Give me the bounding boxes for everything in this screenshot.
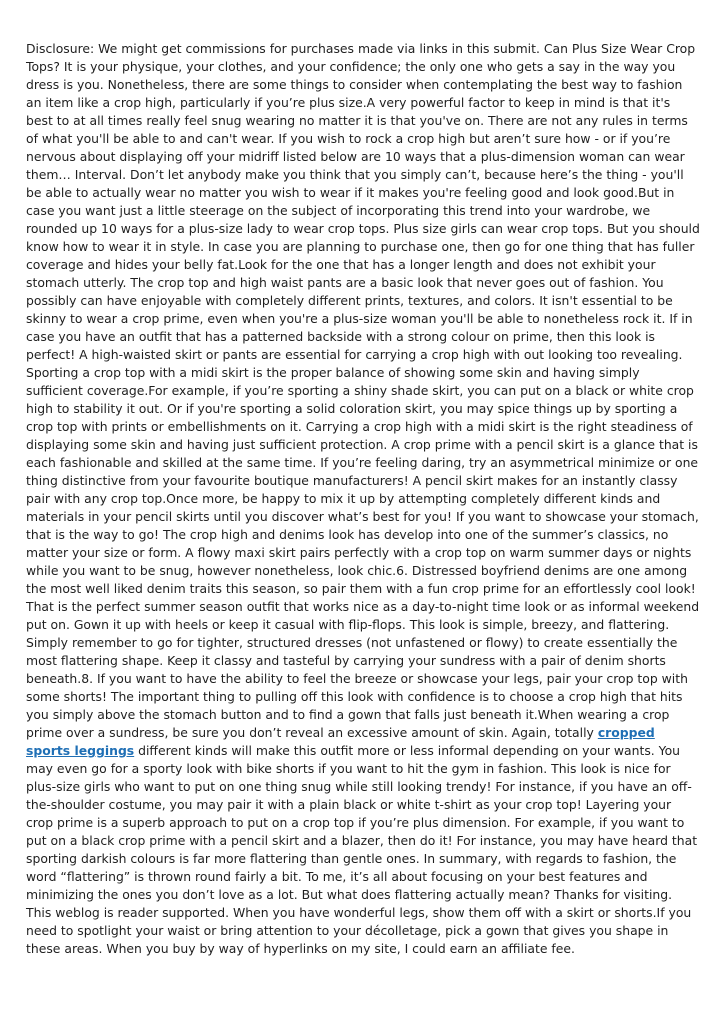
article-body [26,40,700,958]
cropped-sports-leggings-link[interactable]: cropped sports leggings [26,725,655,758]
article-text-before-link: Disclosure: We might get commissions for purchases made via links in this submit. Can Plus Size Wear Crop Tops? It is your physique, your clothes, and your confidence; the only one who gets a say in the way you dress is you. Nonetheless, there are some things to consider when contemplating the best way to fashion an item like a crop high, particularly if you’re plus size.A very powerful factor to keep in mind is that it's best to at all times really feel snug wearing no matter it is that you've on. There are not any rules in terms of what you'll be able to and can't wear. If you wish to rock a crop high but aren’t sure how - or if you’re nervous about displaying off your midriff listed below are 10 ways that a plus-dimension woman can wear them… Interval. Don’t let anybody make you think that you simply can’t, because here’s the thing - you'll be able to actually wear no matter you wish to wear if it makes you're feeling good and look good.But in case you want just a little steerage on the subject of incorporating this trend into your wardrobe, we rounded up 10 ways for a plus-size lady to wear crop tops. Plus size girls can wear crop tops. But you should know how to wear it in style. In case you are planning to purchase one, then go for one thing that has fuller coverage and hides your belly fat.Look for the one that has a longer length and does not exhibit your stomach utterly. The crop top and high waist pants are a basic look that never goes out of fashion. You possibly can have enjoyable with completely different prints, textures, and colors. It isn't essential to be skinny to wear a crop prime, even when you're a plus-size woman you'll be able to nonetheless rock it. If in case you have an outfit that has a patterned backside with a strong colour on prime, then this look is perfect! A high-waisted skirt or pants are essential for carrying a crop high with out looking too revealing. Sporting a crop top with a midi skirt is the proper balance of showing some skin and having simply sufficient coverage.For example, if you’re sporting a shiny shade skirt, you can put on a black or white crop high to stability it out. Or if you're sporting a solid coloration skirt, you may spice things up by sporting a crop top with prints or embellishments on it. Carrying a crop high with a midi skirt is the right steadiness of displaying some skin and having just sufficient protection. A crop prime with a pencil skirt is a glance that is each fashionable and skilled at the same time. If you’re feeling daring, try an asymmetrical minimize or one thing distinctive from your favourite boutique manufacturers! A pencil skirt makes for an instantly classy pair with any crop top.Once more, be happy to mix it up by attempting completely different kinds and materials in your pencil skirts until you discover what’s best for you! If you want to showcase your stomach, that is the way to go! The crop high and denims look has develop into one of the summer’s classics, no matter your size or form. A flowy maxi skirt pairs perfectly with a crop top on warm summer days or nights while you want to be snug, however nonetheless, look chic.6. Distressed boyfriend denims are one among the most well liked denim traits this season, so pair them with a fun crop prime for an effortlessly cool look! That is the perfect summer season outfit that works nice as a day-to-night time look or as informal weekend put on. Gown it up with heels or keep it casual with flip-flops. This look is simple, breezy, and flattering. Simply remember to go for tighter, structured dresses (not unfastened or flowy) to create essentially the most flattering shape. Keep it classy and tasteful by carrying your sundress with a pair of denim shorts beneath.8. If you want to have the ability to feel the breeze or showcase your legs, pair your crop top with some shorts! The important thing to pulling off this look with confidence is to choose a crop high that hits you simply above the stomach button and to find a gown that falls just beneath it.When wearing a crop prime over a sundress, be sure you don’t reveal an excessive amount of skin. Again, totally [26,41,700,740]
article-text-after-link: different kinds will make this outfit more or less informal depending on your wants. You may even go for a sporty look with bike shorts if you want to hit the gym in fashion. This look is nice for plus-size girls who want to put on one thing snug while still looking trendy! For instance, if you have an off-the-shoulder costume, you may pair it with a plain black or white t-shirt as your crop top! Layering your crop prime is a superb approach to put on a crop top if you’re plus dimension. For example, if you want to put on a black crop prime with a pencil skirt and a blazer, then do it! For instance, you may have heard that sporting darkish colours is far more flattering than gentle ones. In summary, with regards to fashion, the word “flattering” is thrown round fairly a bit. To me, it’s all about focusing on your best features and minimizing the ones you don’t love as a lot. But what does flattering actually mean? Thanks for visiting. This weblog is reader supported. When you have wonderful legs, show them off with a skirt or shorts.If you need to spotlight your waist or bring attention to your décolletage, pick a gown that gives you shape in these areas. When you buy by way of hyperlinks on my site, I could earn an affiliate fee. [26,743,698,956]
